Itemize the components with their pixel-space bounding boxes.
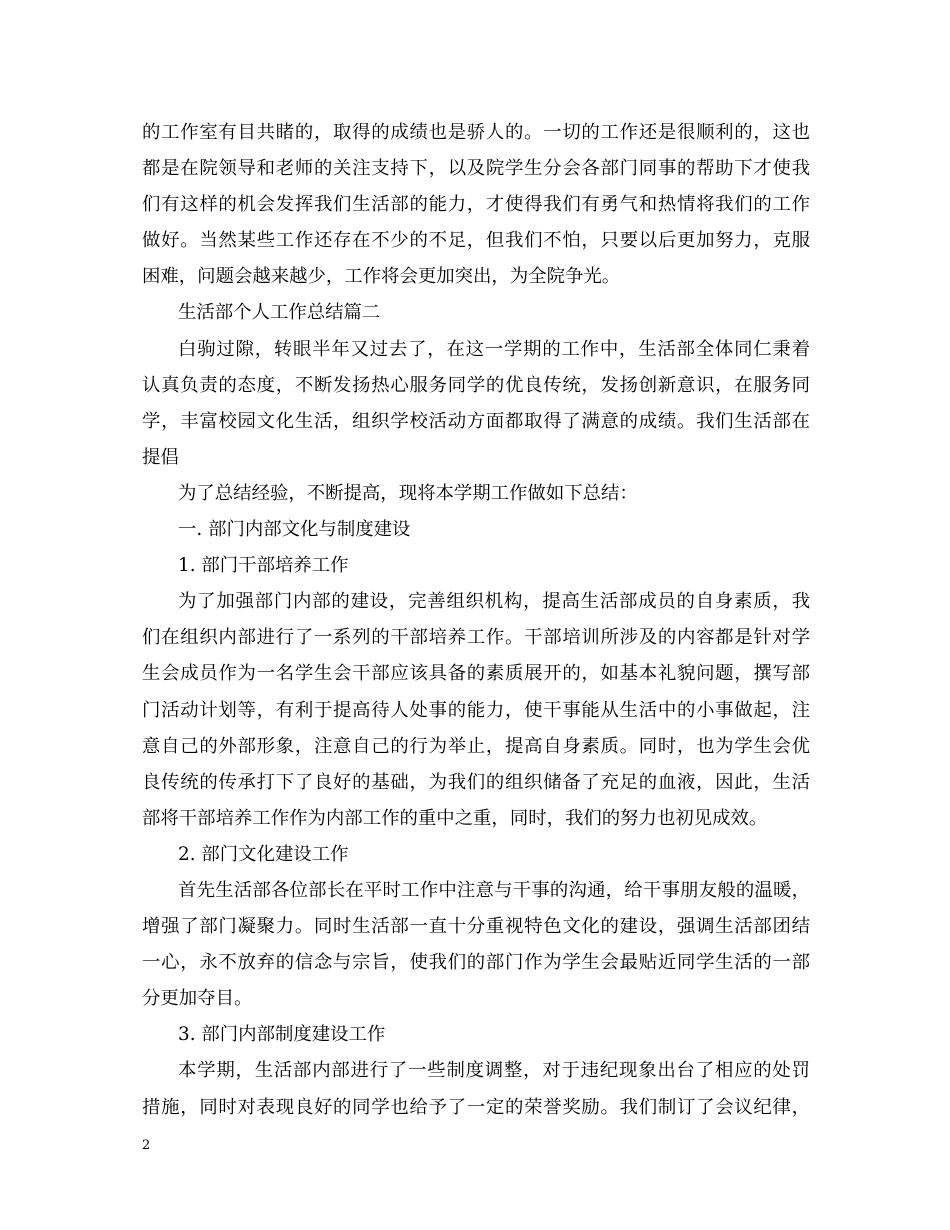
text-line: 措施，同时对表现良好的同学也给予了一定的荣誉奖励。我们制订了会议纪律， — [142, 1096, 810, 1118]
text-line: 2. 部门文化建设工作 — [178, 843, 349, 865]
text-line: 意自己的外部形象，注意自己的行为举止，提高自身素质。同时，也为学生会优 — [142, 735, 810, 757]
text-line: 的工作室有目共睹的，取得的成绩也是骄人的。一切的工作还是很顺利的，这也 — [142, 122, 810, 143]
text-line: 首先生活部各位部长在平时工作中注意与干事的沟通，给干事朋友般的温暖， — [178, 879, 810, 901]
text-line: 们有这样的机会发挥我们生活部的能力，才使得我们有勇气和热情将我们的工作 — [142, 194, 810, 216]
text-line: 门活动计划等，有利于提高待人处事的能力，使干事能从生活中的小事做起，注 — [142, 699, 810, 721]
text-line: 都是在院领导和老师的关注支持下，以及院学生分会各部门同事的帮助下才使我 — [142, 158, 810, 180]
text-line: 一心，永不放弃的信念与宗旨，使我们的部门作为学生会最贴近同学生活的一部 — [142, 952, 810, 974]
text-line: 白驹过隙，转眼半年又过去了，在这一学期的工作中，生活部全体同仁秉着 — [178, 338, 810, 360]
text-line: 部将干部培养工作作为内部工作的重中之重，同时，我们的努力也初见成效。 — [142, 807, 768, 829]
text-line: 增强了部门凝聚力。同时生活部一直十分重视特色文化的建设，强调生活部团结 — [142, 916, 810, 938]
text-line: 良传统的传承打下了良好的基础，为我们的组织储备了充足的血液，因此，生活 — [142, 771, 810, 793]
page-number: 2 — [142, 1138, 151, 1153]
text-line: 1. 部门干部培养工作 — [178, 555, 349, 577]
text-line: 本学期，生活部内部进行了一些制度调整，对于违纪现象出台了相应的处罚 — [178, 1060, 810, 1082]
text-line: 3. 部门内部制度建设工作 — [178, 1024, 386, 1046]
text-line: 提倡 — [142, 446, 179, 468]
text-line: 分更加夺目。 — [142, 988, 253, 1010]
text-line: 为了加强部门内部的建设，完善组织机构，提高生活部成员的自身素质，我 — [178, 591, 810, 613]
text-line: 困难，问题会越来越少，工作将会更加突出，为全院争光。 — [142, 266, 621, 288]
text-line: 一. 部门内部文化与制度建设 — [178, 519, 411, 541]
text-line: 生活部个人工作总结篇二 — [178, 302, 381, 324]
document-body — [142, 115, 810, 1126]
text-line: 学，丰富校园文化生活，组织学校活动方面都取得了满意的成绩。我们生活部在 — [142, 410, 810, 432]
text-line: 为了总结经验，不断提高，现将本学期工作做如下总结： — [178, 482, 638, 504]
text-line: 生会成员作为一名学生会干部应该具备的素质展开的，如基本礼貌问题，撰写部 — [142, 663, 810, 685]
text-line: 认真负责的态度，不断发扬热心服务同学的优良传统，发扬创新意识，在服务同 — [142, 374, 810, 396]
text-line: 做好。当然某些工作还存在不少的不足，但我们不怕，只要以后更加努力，克服 — [142, 230, 810, 252]
text-line: 们在组织内部进行了一系列的干部培养工作。干部培训所涉及的内容都是针对学 — [142, 627, 810, 649]
